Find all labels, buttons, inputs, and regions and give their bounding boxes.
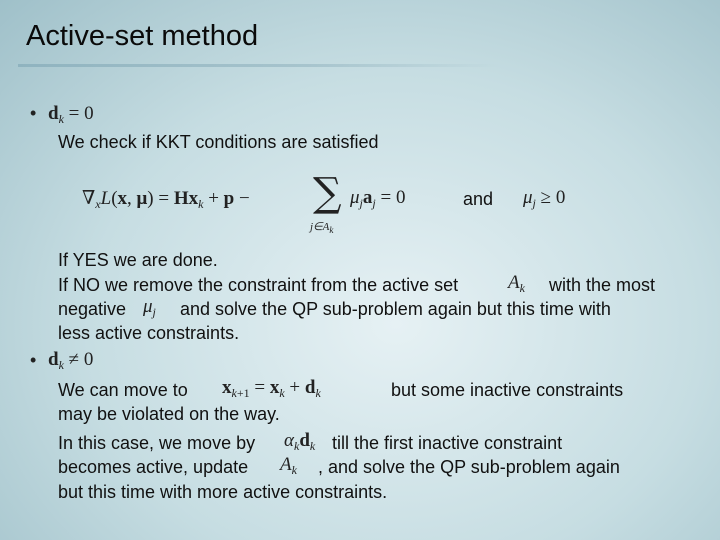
first-inactive-text: till the first inactive constraint bbox=[332, 433, 563, 453]
summation-symbol: ∑ bbox=[313, 170, 342, 216]
active-set-symbol: $A_k$ bbox=[508, 272, 525, 295]
kkt-equation-tail: $\mu_ja_j = 0$ bbox=[350, 187, 406, 210]
title-divider bbox=[18, 64, 498, 67]
bullet-2-condition: $d_k \ne 0$ bbox=[48, 349, 94, 372]
active-set-symbol-2: $A_k$ bbox=[280, 454, 297, 477]
more-constraints-text: but this time with more active constraints. bbox=[58, 482, 388, 502]
if-yes-text: If YES we are done. bbox=[58, 250, 218, 270]
bullet-2-marker: • bbox=[30, 350, 37, 370]
move-to-text: We can move to bbox=[58, 380, 188, 400]
if-no-text-tail: with the most bbox=[549, 275, 656, 295]
becomes-active-text: becomes active, update bbox=[58, 457, 249, 477]
mu-nonnegativity: $\mu_j \ge 0$ bbox=[523, 187, 566, 210]
negative-word: negative bbox=[58, 299, 127, 319]
mu-j-symbol: $\mu_j$ bbox=[143, 296, 156, 319]
inactive-constraints-text: but some inactive constraints bbox=[391, 380, 624, 400]
if-no-text: If NO we remove the constraint from the active set bbox=[58, 275, 459, 295]
kkt-check-text: We check if KKT conditions are satisfied bbox=[58, 132, 379, 152]
step-expression: $\alpha_kd_k$ bbox=[284, 430, 316, 453]
solve-qp-again-text: , and solve the QP sub-problem again bbox=[318, 457, 620, 477]
less-constraints-text: less active constraints. bbox=[58, 323, 240, 343]
update-equation: $x_{k+1} = x_k + d_k$ bbox=[222, 377, 321, 400]
violated-text: may be violated on the way. bbox=[58, 404, 280, 424]
and-word: and bbox=[463, 189, 494, 209]
page-title: Active-set method bbox=[26, 20, 259, 52]
kkt-equation: $\nabla_xL(x$, $\mu) = Hx_k + p$ − bbox=[82, 188, 250, 211]
solve-again-text: and solve the QP sub-problem again but this time with bbox=[180, 299, 611, 319]
summation-index: $j\in A_k$ bbox=[310, 221, 334, 236]
bullet-1-marker: • bbox=[30, 103, 37, 123]
move-by-text: In this case, we move by bbox=[58, 433, 256, 453]
bullet-1-condition: $d_k = 0$ bbox=[48, 103, 94, 126]
